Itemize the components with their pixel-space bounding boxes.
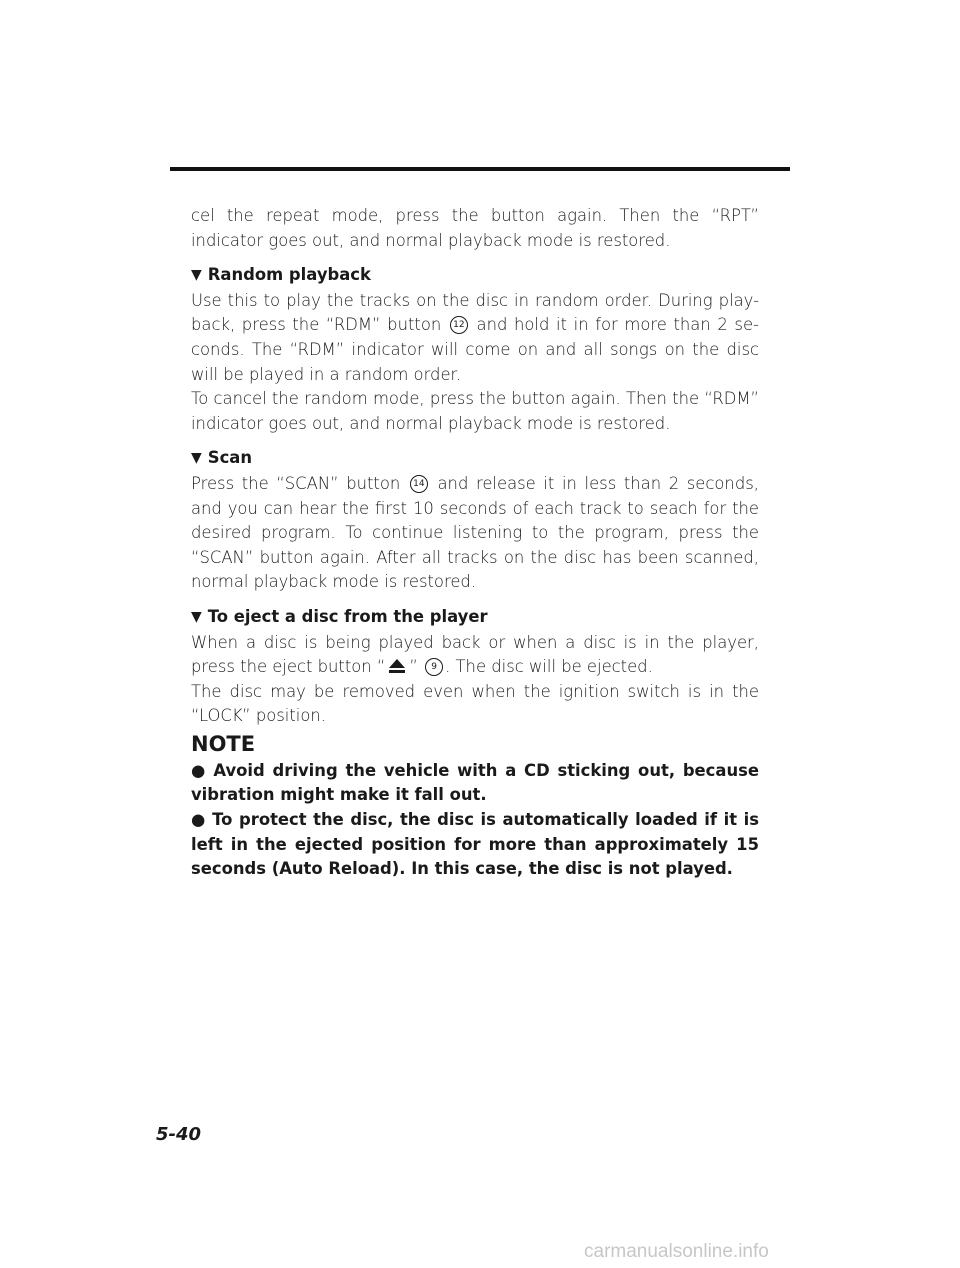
page-content	[191, 204, 759, 882]
note-item: ● Avoid driving the vehicle with a CD sticking out, because vibration might make it fall out.	[191, 760, 759, 805]
callout-number: 12	[450, 316, 468, 334]
intro-paragraph: cel the repeat mode, press the button again. Then the “RPT” indicator goes out, and normal playback mode is restored.	[191, 206, 759, 250]
section-eject	[191, 605, 759, 729]
triangle-bullet-icon: ▼	[191, 450, 202, 467]
section-heading: ▼ Scan	[191, 446, 759, 472]
triangle-bullet-icon: ▼	[191, 608, 202, 625]
bullet-icon: ●	[191, 810, 207, 830]
watermark: carmanualsonline.info	[584, 1241, 769, 1262]
eject-icon	[388, 658, 406, 674]
section-random-playback	[191, 263, 759, 436]
triangle-bullet-icon: ▼	[191, 267, 202, 284]
callout-number: 14	[410, 475, 428, 493]
random-paragraph-1: Use this to play the tracks on the disc in random order. During play-back, press the “RDM” button 12 and hold it in for more than 2 se-conds. The “RDM” indicator will come on and all songs on the disc will be played in a random order.	[191, 290, 759, 384]
section-heading: ▼ Random playback	[191, 263, 759, 289]
eject-paragraph-1: When a disc is being played back or when a disc is in the player, press the eject button “ ” 9 . The disc will be ejected.	[191, 632, 759, 677]
random-paragraph-2: To cancel the random mode, press the button again. Then the “RDM” indicator goes out, and normal playback mode is restored.	[191, 389, 759, 433]
top-rule	[170, 167, 790, 171]
section-scan	[191, 446, 759, 595]
scan-paragraph-1: Press the “SCAN” button 14 and release it in less than 2 seconds, and you can hear the first 10 seconds of each track to seach for the desired program. To continue listening to the program, press the “SCAN” button again. After all tracks on the disc has been scanned, normal playback mode is restored.	[191, 473, 759, 592]
eject-paragraph-2: The disc may be removed even when the ignition switch is in the “LOCK” position.	[191, 681, 759, 726]
callout-number: 9	[425, 658, 443, 676]
section-heading: ▼ To eject a disc from the player	[191, 605, 759, 631]
bullet-icon: ●	[191, 760, 208, 780]
note-item: ● To protect the disc, the disc is automatically loaded if it is left in the ejected position for more than approximately 15 seconds (Auto Reload). In this case, the disc is not played.	[191, 810, 759, 879]
note-title: NOTE	[191, 731, 256, 756]
page-number: 5-40	[156, 1124, 202, 1145]
